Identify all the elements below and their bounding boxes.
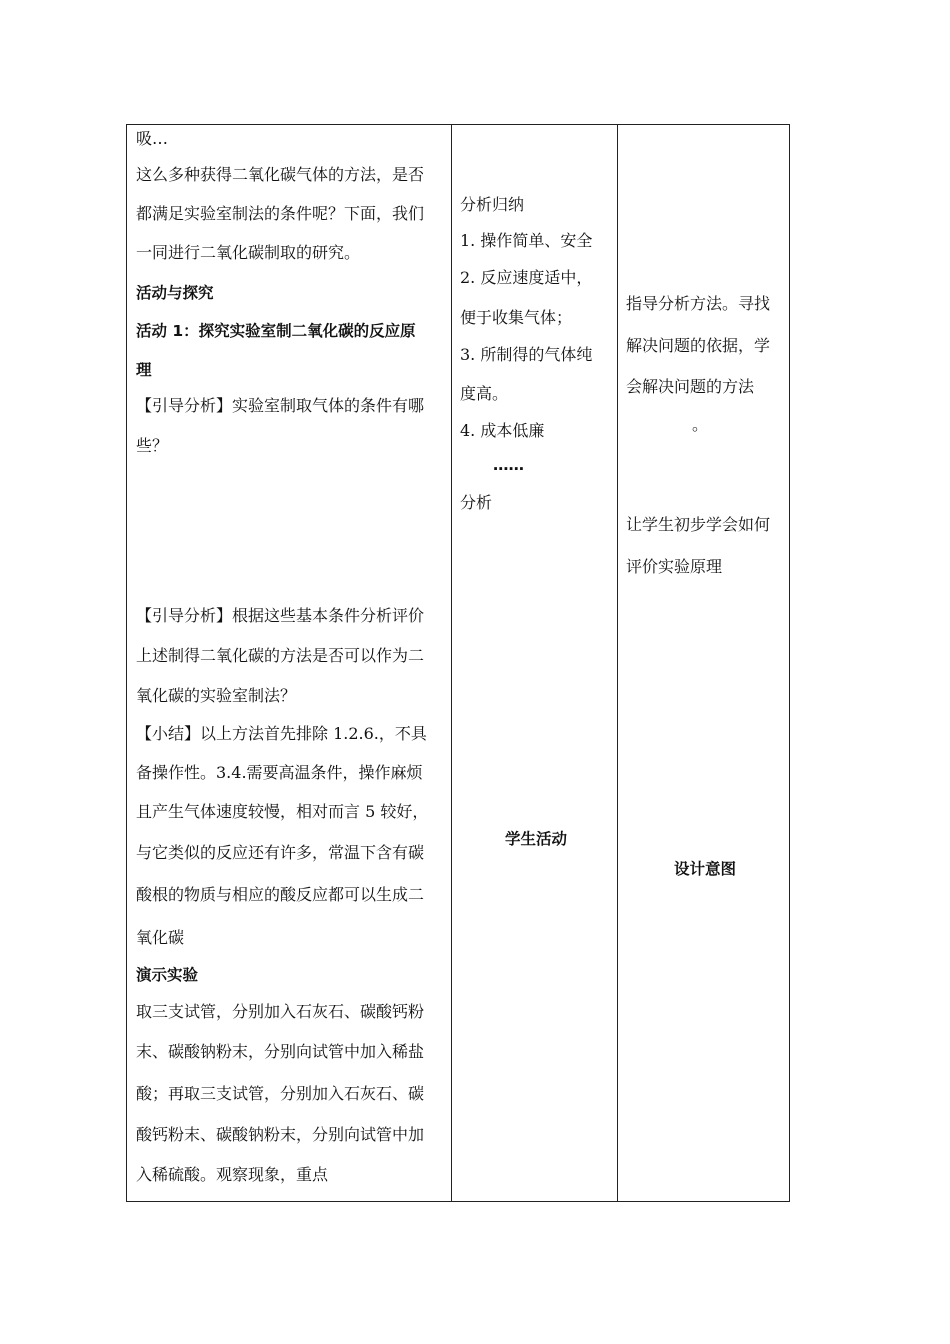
text-line: 这么多种获得二氧化碳气体的方法，是否	[136, 165, 425, 184]
section-heading: 演示实验	[136, 966, 199, 984]
section-heading: 活动与探究	[136, 284, 214, 302]
list-item: 2. 反应速度适中，	[460, 268, 593, 287]
list-item: 1. 操作简单、安全	[460, 231, 593, 250]
text-line: 备操作性。3.4.需要高温条件，操作麻烦	[136, 763, 423, 782]
text-line: 【引导分析】根据这些基本条件分析评价	[136, 606, 425, 625]
text-line: 让学生初步学会如何	[626, 515, 771, 534]
column-divider	[451, 125, 452, 1201]
text-line: 酸钙粉末、碳酸钠粉末，分别向试管中加	[136, 1125, 425, 1144]
text-line: 评价实验原理	[626, 557, 723, 576]
text-line: 酸根的物质与相应的酸反应都可以生成二	[136, 885, 425, 904]
design-intent-column	[626, 125, 784, 1201]
column-heading-student-activity: 学生活动	[504, 830, 567, 848]
text-line: 酸；再取三支试管，分别加入石灰石、碳	[136, 1084, 425, 1103]
text-line: 解决问题的依据，学	[626, 336, 771, 355]
text-line: 都满足实验室制法的条件呢？下面，我们	[136, 204, 425, 223]
column-heading-design-intent: 设计意图	[673, 860, 736, 878]
text-line: 上述制得二氧化碳的方法是否可以作为二	[136, 646, 425, 665]
text-line: 与它类似的反应还有许多，常温下含有碳	[136, 843, 425, 862]
text-line: 【引导分析】实验室制取气体的条件有哪	[136, 396, 425, 415]
text-line: 分析归纳	[460, 195, 525, 214]
text-line: 末、碳酸钠粉末，分别向试管中加入稀盐	[136, 1042, 425, 1061]
ellipsis: ……	[493, 456, 524, 474]
text-line: 会解决问题的方法	[626, 377, 755, 396]
text-line: 分析	[460, 493, 493, 512]
text-line: 一同进行二氧化碳制取的研究。	[136, 243, 361, 262]
text-line: 。	[692, 415, 709, 434]
teacher-activity-column	[136, 125, 446, 1201]
text-line: 些？	[136, 436, 169, 455]
section-heading: 活动 1：探究实验室制二氧化碳的反应原	[136, 322, 416, 340]
column-divider	[617, 125, 618, 1201]
list-item: 4. 成本低廉	[460, 421, 545, 440]
text-line: 指导分析方法。寻找	[626, 294, 771, 313]
text-line: 且产生气体速度较慢，相对而言 5 较好，	[136, 802, 429, 821]
text-line: 氧化碳的实验室制法？	[136, 686, 297, 705]
text-line: 【小结】以上方法首先排除 1.2.6.，不具	[136, 724, 427, 743]
text-line: 取三支试管，分别加入石灰石、碳酸钙粉	[136, 1002, 425, 1021]
section-heading: 理	[136, 361, 152, 379]
text-line: 度高。	[460, 384, 509, 403]
text-line: 吸…	[136, 129, 169, 148]
text-line: 氧化碳	[136, 928, 185, 947]
text-line: 入稀硫酸。观察现象，重点	[136, 1165, 329, 1184]
student-activity-column	[460, 125, 612, 1201]
text-line: 便于收集气体；	[460, 308, 573, 327]
list-item: 3. 所制得的气体纯	[460, 345, 593, 364]
lesson-table	[126, 124, 790, 1202]
